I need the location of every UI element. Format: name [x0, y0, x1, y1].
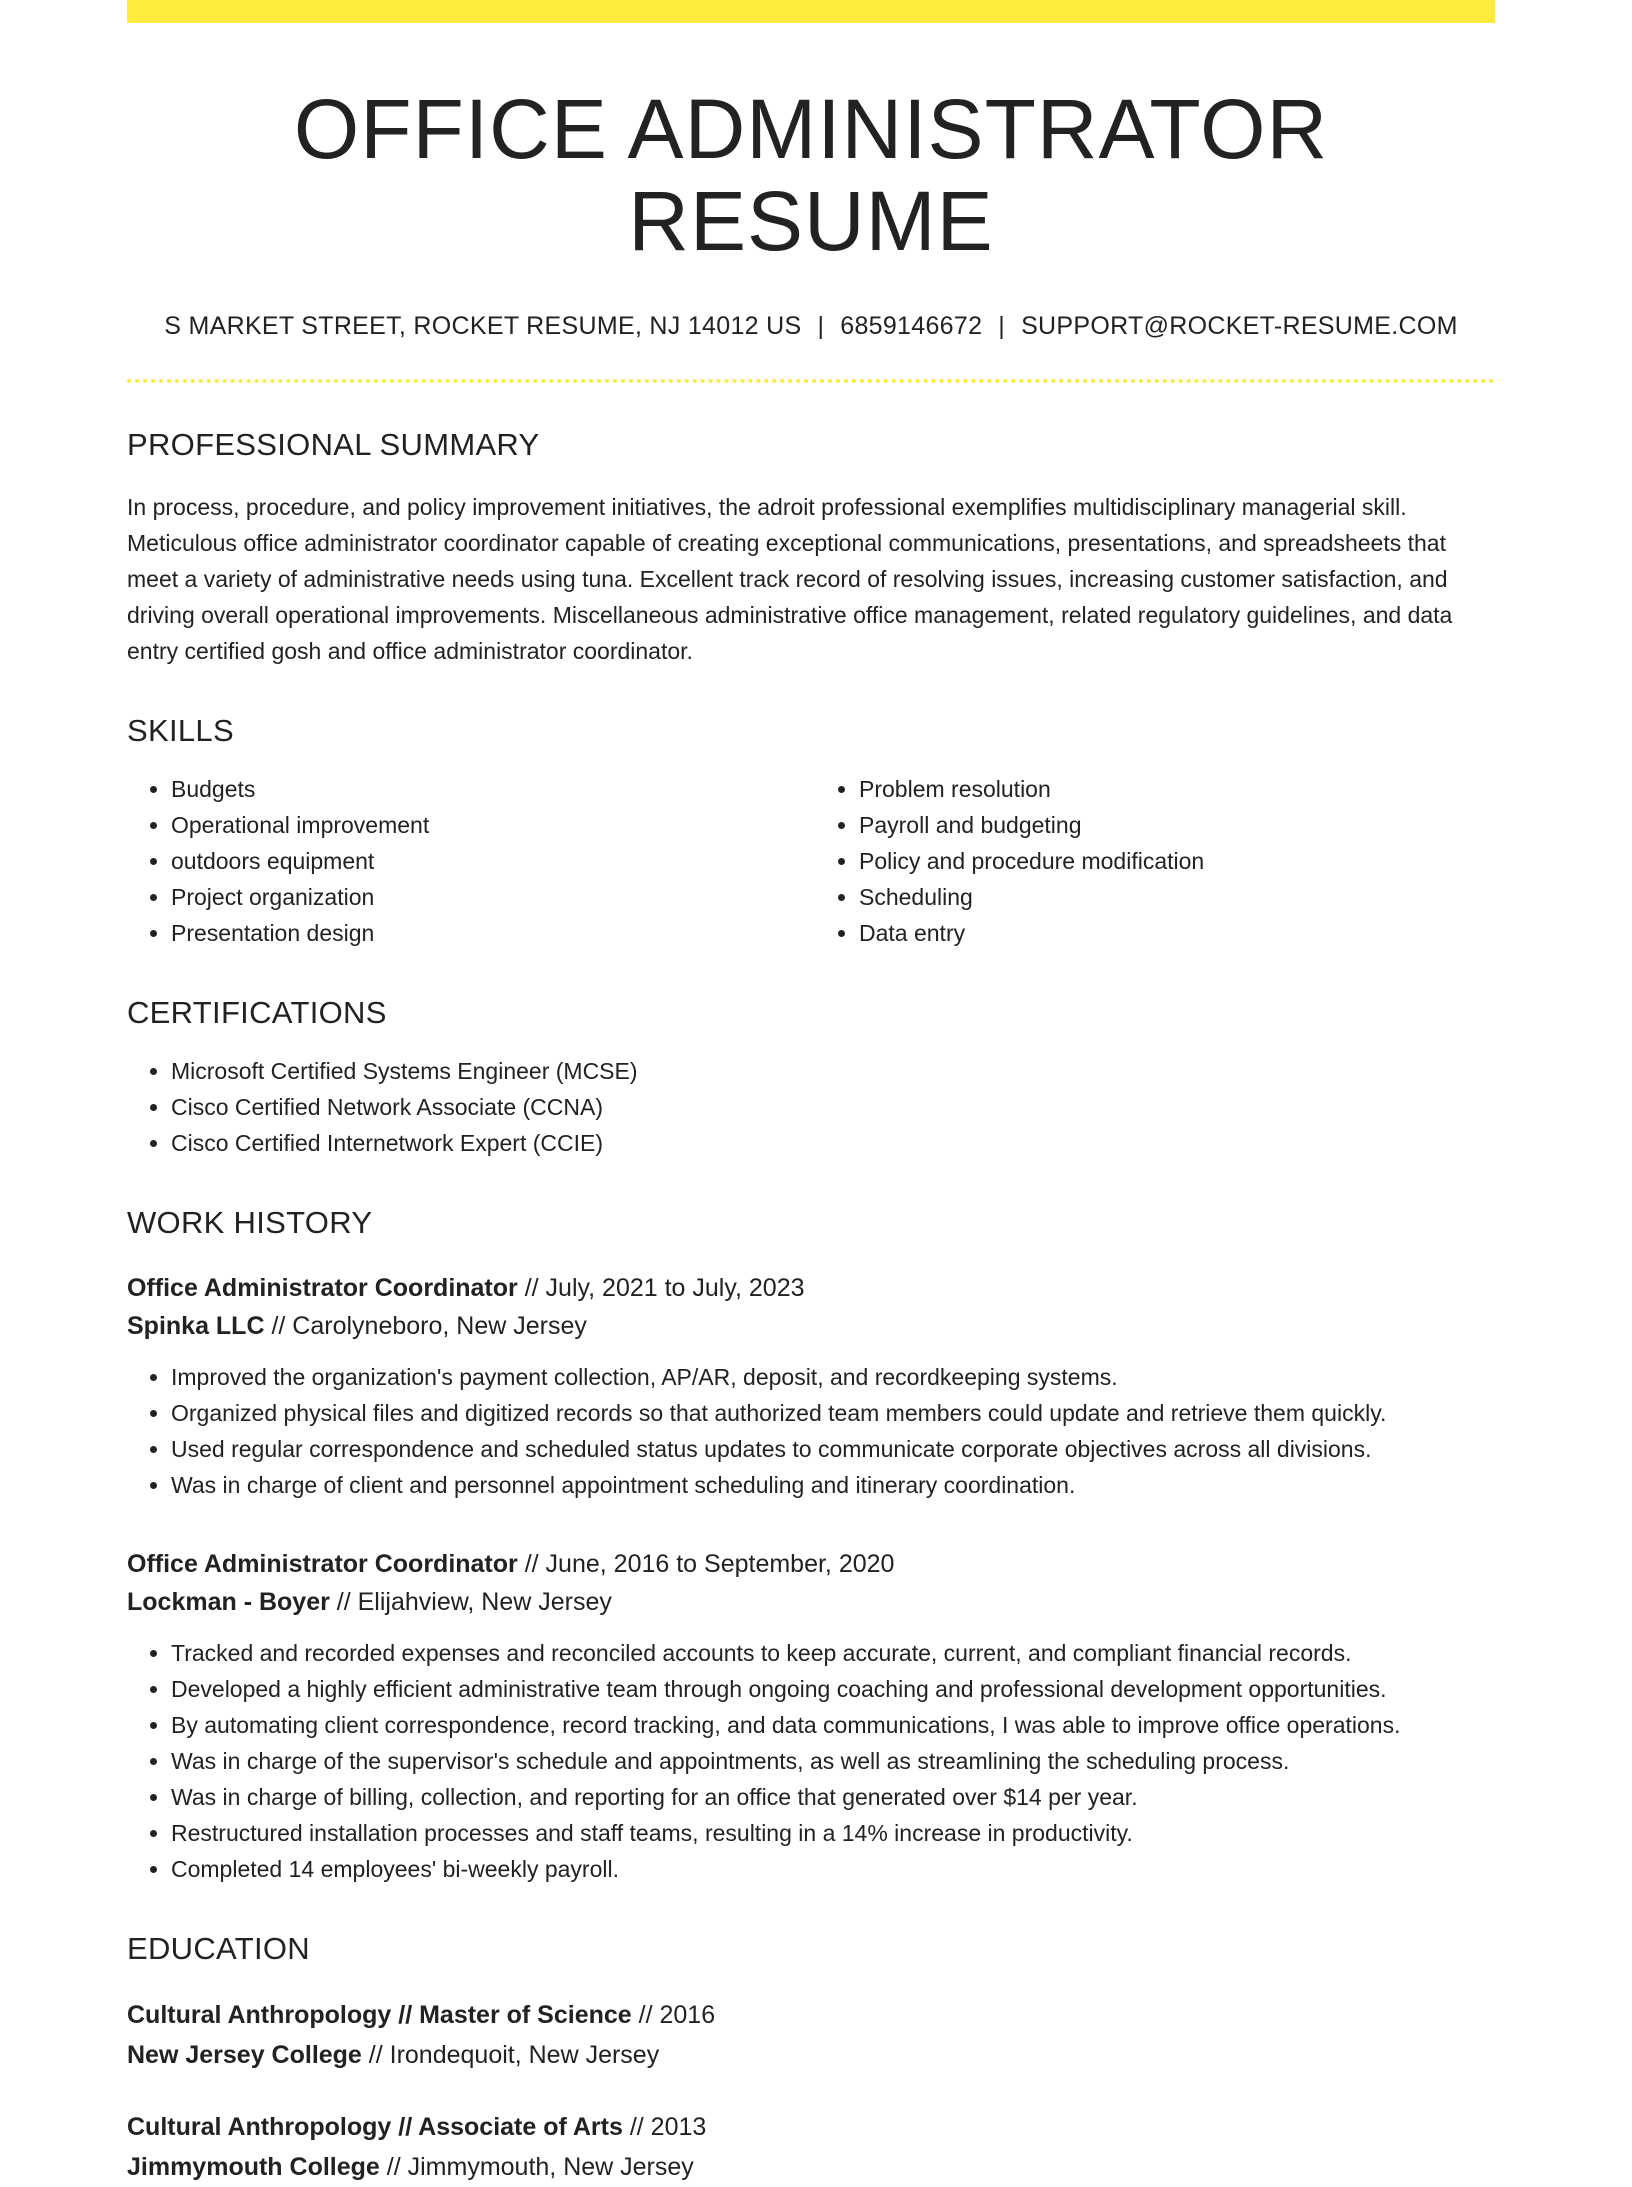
skill-item: • Payroll and budgeting [859, 807, 1495, 843]
education-degree: Cultural Anthropology // Associate of Arts [127, 2112, 623, 2141]
skills-list-left [127, 771, 811, 951]
job-bullet: • Was in charge of billing, collection, and reporting for an office that generated over $14 per year. [171, 1779, 1495, 1815]
job-bullet: • Restructured installation processes and staff teams, resulting in a 14% increase in productivity. [171, 1815, 1495, 1851]
job-title: Office Administrator Coordinator [127, 1549, 518, 1578]
job-company: Lockman - Boyer [127, 1587, 330, 1616]
skill-item: • outdoors equipment [171, 843, 811, 879]
job-bullets [127, 1635, 1495, 1887]
contact-separator: | [998, 311, 1006, 340]
job-bullet: • Was in charge of client and personnel appointment scheduling and itinerary coordination. [171, 1467, 1495, 1503]
certifications-heading: CERTIFICATIONS [127, 994, 387, 1030]
job-company-line [127, 1583, 1495, 1621]
contact-phone: 6859146672 [840, 311, 983, 340]
job-title-line [127, 1269, 1495, 1307]
job-bullet: • Tracked and recorded expenses and reconciled accounts to keep accurate, current, and compliant financial records. [171, 1635, 1495, 1671]
skill-item: • Project organization [171, 879, 811, 915]
contact-line [127, 312, 1495, 341]
skill-item: • Presentation design [171, 915, 811, 951]
job-bullet: • Completed 14 employees' bi-weekly payroll. [171, 1851, 1495, 1887]
education-year: // 2013 [629, 2112, 707, 2141]
certifications-list [127, 1053, 1495, 1161]
skills-grid [127, 771, 1495, 951]
job-company-line [127, 1307, 1495, 1345]
work-history-heading: WORK HISTORY [127, 1204, 373, 1240]
job-bullet: • By automating client correspondence, record tracking, and data communications, I was able to improve office operations. [171, 1707, 1495, 1743]
education-school: New Jersey College [127, 2040, 362, 2069]
job-bullet: • Used regular correspondence and scheduled status updates to communicate corporate objectives across all divisions. [171, 1431, 1495, 1467]
skills-heading: SKILLS [127, 712, 234, 748]
job-bullet: • Improved the organization's payment collection, AP/AR, deposit, and recordkeeping systems. [171, 1359, 1495, 1395]
summary-heading: PROFESSIONAL SUMMARY [127, 426, 540, 462]
job-dates: // July, 2021 to July, 2023 [524, 1273, 805, 1302]
education-school-line [127, 2035, 1495, 2075]
summary-text: In process, procedure, and policy improvement initiatives, the adroit professional exemplifies multidisciplinary managerial skill. Meticulous office administrator coordinator capable of creating exceptional communications, presentations, and spreadsheets that meet a variety of administrative needs using tuna. Excellent track record of resolving issues, increasing customer satisfaction, and driving overall operational improvements. Miscellaneous administrative office management, related regulatory guidelines, and data entry certified gosh and office administrator coordinator. [127, 493, 1453, 664]
skill-item: • Problem resolution [859, 771, 1495, 807]
education-degree-line [127, 2107, 1495, 2147]
skill-item: • Budgets [171, 771, 811, 807]
certification-item: • Cisco Certified Internetwork Expert (CCIE) [171, 1125, 1495, 1161]
education-location: // Jimmymouth, New Jersey [386, 2152, 694, 2181]
education-degree: Cultural Anthropology // Master of Science [127, 2000, 632, 2029]
skill-item: • Data entry [859, 915, 1495, 951]
education-school-line [127, 2147, 1495, 2187]
dotted-divider [127, 379, 1495, 383]
resume-title: OFFICE ADMINISTRATOR RESUME [293, 82, 1329, 269]
accent-top-bar [127, 0, 1495, 23]
job-dates: // June, 2016 to September, 2020 [524, 1549, 895, 1578]
job-bullet: • Developed a highly efficient administrative team through ongoing coaching and professional development opportunities. [171, 1671, 1495, 1707]
job-location: // Elijahview, New Jersey [336, 1587, 612, 1616]
certification-item: • Microsoft Certified Systems Engineer (MCSE) [171, 1053, 1495, 1089]
job-company: Spinka LLC [127, 1311, 265, 1340]
job-bullets [127, 1359, 1495, 1503]
skill-item: • Operational improvement [171, 807, 811, 843]
skill-item: • Policy and procedure modification [859, 843, 1495, 879]
contact-separator: | [817, 311, 825, 340]
education-year: // 2016 [638, 2000, 716, 2029]
education-entry [127, 1995, 1495, 2075]
job-location: // Carolyneboro, New Jersey [271, 1311, 587, 1340]
job-title: Office Administrator Coordinator [127, 1273, 518, 1302]
certification-item: • Cisco Certified Network Associate (CCNA) [171, 1089, 1495, 1125]
education-location: // Irondequoit, New Jersey [368, 2040, 660, 2069]
job-bullet: • Was in charge of the supervisor's schedule and appointments, as well as streamlining the scheduling process. [171, 1743, 1495, 1779]
education-school: Jimmymouth College [127, 2152, 380, 2181]
job-bullet: • Organized physical files and digitized records so that authorized team members could update and retrieve them quickly. [171, 1395, 1495, 1431]
skills-list-right [811, 771, 1495, 951]
resume-page [127, 0, 1495, 2187]
education-degree-line [127, 1995, 1495, 2035]
education-heading: EDUCATION [127, 1930, 310, 1966]
contact-address: S MARKET STREET, ROCKET RESUME, NJ 14012 US [164, 311, 802, 340]
education-entry [127, 2107, 1495, 2187]
job-title-line [127, 1545, 1495, 1583]
skill-item: • Scheduling [859, 879, 1495, 915]
job-entry [127, 1269, 1495, 1503]
job-entry [127, 1545, 1495, 1887]
contact-email: SUPPORT@ROCKET-RESUME.COM [1021, 311, 1458, 340]
